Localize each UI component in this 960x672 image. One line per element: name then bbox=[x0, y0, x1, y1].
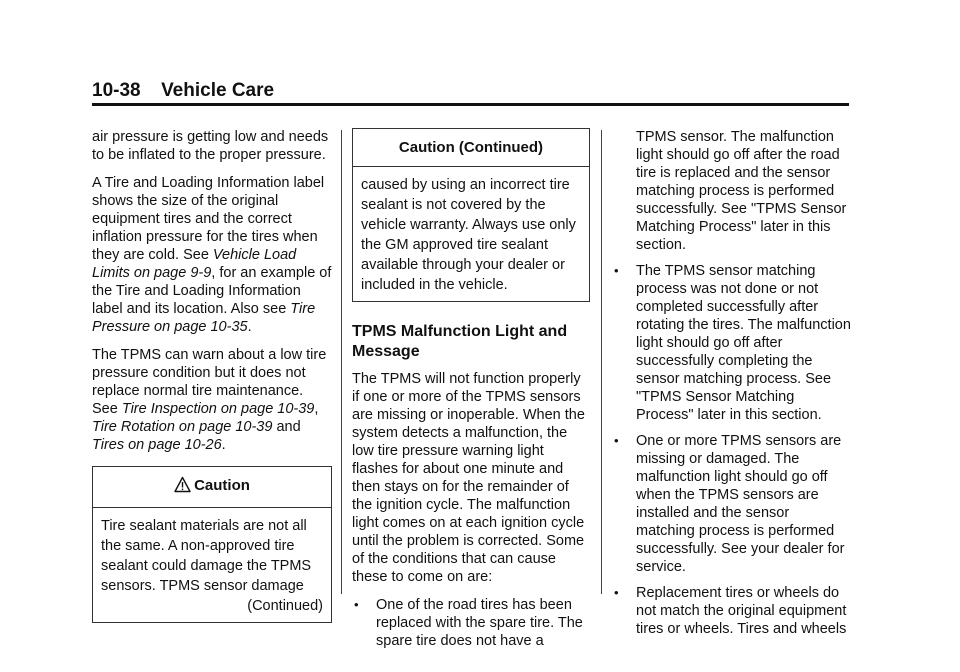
list-item bbox=[612, 432, 852, 576]
cross-reference-link[interactable]: Tire Pressure on page 10-35 bbox=[92, 301, 316, 335]
paragraph bbox=[92, 346, 332, 454]
text: The TPMS can warn about a low tire pressure condition but it does not replace normal tire maintenance. See bbox=[92, 347, 327, 417]
cross-reference-link[interactable]: Vehicle Load Limits on page 9-9 bbox=[92, 247, 297, 281]
paragraph: The TPMS will not function properly if one or more of the TPMS sensors are missing or inoperable. When the system detects a malfunction, the low tire pressure warning light flashes for about one minute and then stays on for the remainder of the ignition cycle. The malfunction light comes on at each ignition cycle until the problem is corrected. Some of the conditions that can cause these to come on are: bbox=[352, 371, 585, 585]
column-divider bbox=[341, 130, 342, 594]
bullet-icon: • bbox=[614, 433, 619, 448]
list-item-text: Replacement tires or wheels do not match the original equipment tires or wheels. Tires and wheels bbox=[636, 585, 847, 637]
text: . bbox=[247, 319, 252, 335]
caution-body bbox=[93, 508, 331, 622]
warning-triangle-icon bbox=[174, 476, 191, 499]
paragraph bbox=[92, 174, 332, 336]
continued-label: (Continued) bbox=[247, 598, 323, 614]
section-heading: TPMS Malfunction Light and Message bbox=[352, 323, 568, 360]
text: , bbox=[314, 401, 319, 417]
caution-heading: Caution (Continued) bbox=[353, 129, 589, 167]
cross-reference-link[interactable]: Tires on page 10-26 bbox=[92, 437, 222, 453]
column-divider bbox=[601, 130, 602, 594]
column-2 bbox=[352, 128, 590, 658]
page-header bbox=[92, 80, 849, 102]
text: . bbox=[221, 437, 226, 453]
text: , for an example of the Tire and Loading Information label and its location. Also see bbox=[92, 265, 332, 317]
page-number: 10-38 bbox=[92, 80, 141, 101]
cross-reference-link[interactable]: Tire Rotation on page 10-39 bbox=[92, 419, 273, 435]
list-item bbox=[612, 584, 852, 638]
caution-title: Caution bbox=[194, 477, 250, 494]
caution-box bbox=[92, 466, 332, 623]
caution-box-continued bbox=[352, 128, 590, 302]
column-1 bbox=[92, 128, 332, 623]
bullet-icon: • bbox=[354, 597, 359, 612]
caution-body: caused by using an incorrect tire sealant is not covered by the vehicle warranty. Always use only the GM approved tire sealant available through your dealer or included in the vehicle. bbox=[361, 177, 576, 293]
section-title: Vehicle Care bbox=[161, 80, 275, 101]
text: A Tire and Loading Information label shows the size of the original equipment tires and the correct inflation pressure for the tires when they are cold. See bbox=[92, 175, 325, 263]
list-item-continued: TPMS sensor. The malfunction light should go off after the road tire is replaced and the sensor matching process is performed successfully. See "TPMS Sensor Matching Process" later in this section. bbox=[636, 129, 847, 253]
caution-text: Tire sealant materials are not all the same. A non-approved tire sealant could damage the TPMS sensors. TPMS sensor damage bbox=[101, 518, 312, 594]
header-rule bbox=[92, 103, 849, 106]
list-item bbox=[352, 596, 590, 650]
list-item-text: One of the road tires has been replaced with the spare tire. The spare tire does not have a bbox=[376, 597, 583, 649]
cross-reference-link[interactable]: Tire Inspection on page 10-39 bbox=[121, 401, 315, 417]
list-item-text: One or more TPMS sensors are missing or damaged. The malfunction light should go off when the TPMS sensors are installed and the sensor matching process is performed successfully. See your dealer for service. bbox=[636, 433, 845, 575]
column-3 bbox=[612, 128, 852, 646]
list-item-text: The TPMS sensor matching process was not done or not completed successfully after rotating the tires. The malfunction light should go off after successfully completing the sensor matching process. See "TPMS Sensor Matching Process" later in this section. bbox=[636, 263, 851, 423]
bullet-icon: • bbox=[614, 585, 619, 600]
text: and bbox=[272, 419, 301, 435]
paragraph: air pressure is getting low and needs to be inflated to the proper pressure. bbox=[92, 129, 329, 163]
caution-heading bbox=[93, 467, 331, 508]
list-item bbox=[612, 262, 852, 424]
bullet-icon: • bbox=[614, 263, 619, 278]
